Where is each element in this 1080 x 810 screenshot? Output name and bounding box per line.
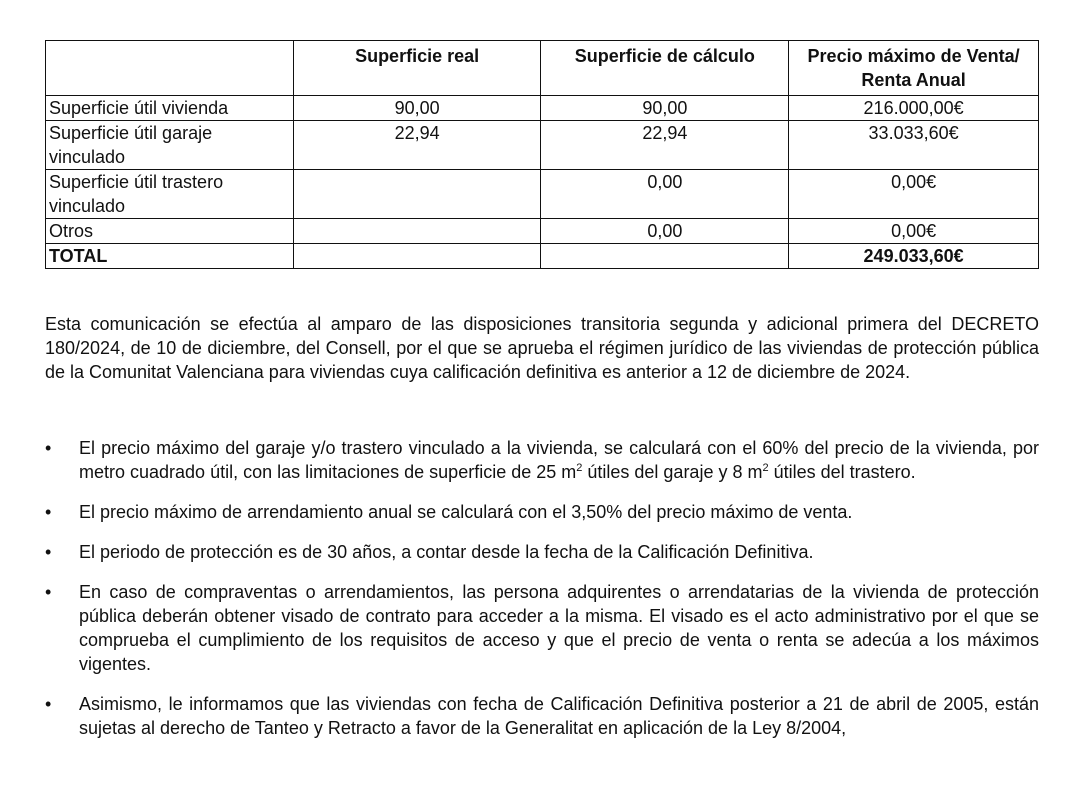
table-row: [46, 170, 1039, 219]
cell-precio: 33.033,60€: [789, 121, 1039, 170]
header-empty: [46, 41, 294, 96]
bullet-text: El precio máximo de arrendamiento anual se calculará con el 3,50% del precio máximo de venta.: [79, 502, 853, 522]
table-row: [46, 96, 1039, 121]
row-label: Otros: [46, 219, 294, 244]
cell-superficie-real: [293, 170, 541, 219]
header-precio-maximo: Precio máximo de Venta/ Renta Anual: [789, 41, 1039, 96]
cell-superficie-real: [293, 219, 541, 244]
row-label: Superficie útil garaje vinculado: [46, 121, 294, 170]
list-item: [45, 436, 1039, 484]
bullet-text: El precio máximo del garaje y/o trastero vinculado a la vivienda, se calculará con el 60% del precio de la vivienda, por metro cuadrado útil, con las limitaciones de superficie de 25 m: [79, 438, 1039, 482]
cell-precio: 216.000,00€: [789, 96, 1039, 121]
total-label: TOTAL: [46, 244, 294, 269]
cell-superficie-calculo: 0,00: [541, 170, 789, 219]
header-superficie-real: Superficie real: [293, 41, 541, 96]
price-table: [45, 40, 1039, 269]
bullet-text: El periodo de protección es de 30 años, a contar desde la fecha de la Calificación Definitiva.: [79, 542, 814, 562]
superscript: 2: [576, 462, 583, 474]
list-item: [45, 540, 1039, 564]
cell-superficie-calculo: 0,00: [541, 219, 789, 244]
cell-superficie-real: 90,00: [293, 96, 541, 121]
cell-precio: 0,00€: [789, 170, 1039, 219]
header-superficie-calculo: Superficie de cálculo: [541, 41, 789, 96]
bullet-mark: •: [45, 542, 52, 562]
conditions-list: [45, 436, 1039, 740]
total-cell-empty: [293, 244, 541, 269]
superscript: 2: [762, 462, 769, 474]
list-item: [45, 500, 1039, 524]
list-item: [45, 580, 1039, 676]
table-header-row: [46, 41, 1039, 96]
row-label: Superficie útil vivienda: [46, 96, 294, 121]
cell-superficie-calculo: 22,94: [541, 121, 789, 170]
bullet-mark: •: [45, 582, 52, 602]
cell-precio: 0,00€: [789, 219, 1039, 244]
total-precio: 249.033,60€: [789, 244, 1039, 269]
intro-paragraph: Esta comunicación se efectúa al amparo de las disposiciones transitoria segunda y adicional primera del DECRETO 180/2024, de 10 de diciembre, del Consell, por el que se aprueba el régimen jurídico de las viviendas de protección pública de la Comunitat Valenciana para viviendas cuya calificación definitiva es anterior a 12 de diciembre de 2024.: [45, 314, 1039, 382]
bullet-mark: •: [45, 694, 52, 714]
cell-superficie-real: 22,94: [293, 121, 541, 170]
bullet-text: Asimismo, le informamos que las viviendas con fecha de Calificación Definitiva posterior a 21 de abril de 2005, están sujetas al derecho de Tanteo y Retracto a favor de la Generalitat en aplicación de la Ley 8/2004,: [79, 694, 1039, 738]
total-cell-empty: [541, 244, 789, 269]
bullet-text: útiles del trastero.: [768, 462, 916, 482]
bullet-mark: •: [45, 438, 52, 458]
cell-superficie-calculo: 90,00: [541, 96, 789, 121]
row-label: Superficie útil trastero vinculado: [46, 170, 294, 219]
table-row: [46, 121, 1039, 170]
bullet-text: útiles del garaje y 8 m: [582, 462, 763, 482]
bullet-text: En caso de compraventas o arrendamientos, las persona adquirentes o arrendatarias de la vivienda de protección pública deberán obtener visado de contrato para acceder a la misma. El visado es el acto administrativo por el que se comprueba el cumplimiento de los requisitos de acceso y que el precio de venta o renta se adecúa a los máximos vigentes.: [79, 582, 1039, 674]
table-row: [46, 219, 1039, 244]
table-total-row: [46, 244, 1039, 269]
list-item: [45, 692, 1039, 740]
bullet-mark: •: [45, 502, 52, 522]
